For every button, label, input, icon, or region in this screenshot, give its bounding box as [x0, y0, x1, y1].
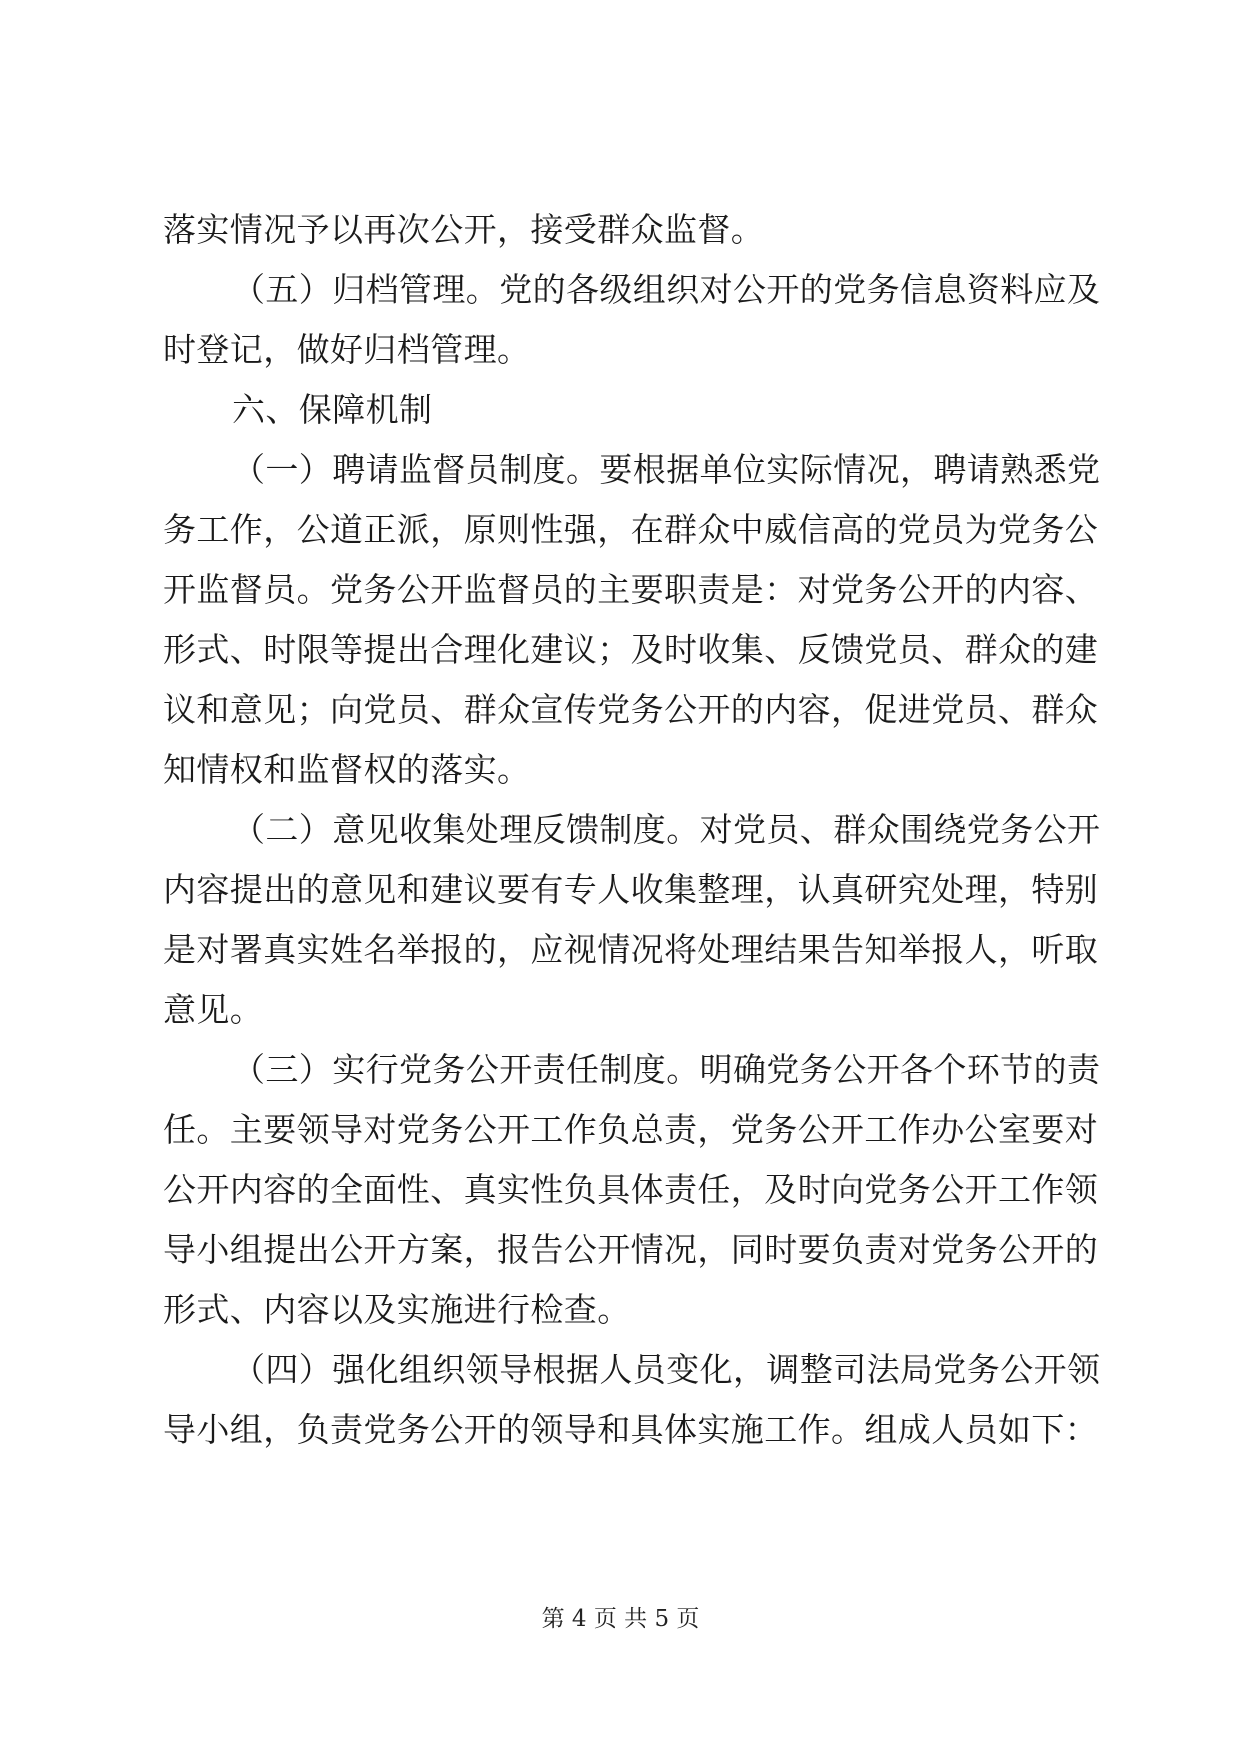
text-line: 导小组提出公开方案，报告公开情况，同时要负责对党务公开的 [163, 1230, 1099, 1269]
text-line: 务工作，公道正派，原则性强，在群众中威信高的党员为党务公 [163, 510, 1099, 549]
text-line: （五）归档管理。党的各级组织对公开的党务信息资料应及 [232, 270, 1101, 309]
text-line: 是对署真实姓名举报的，应视情况将处理结果告知举报人，听取 [163, 930, 1099, 969]
text-line: 落实情况予以再次公开，接受群众监督。 [163, 210, 765, 249]
text-line: 开监督员。党务公开监督员的主要职责是：对党务公开的内容、 [163, 570, 1099, 609]
page-number-footer: 第 4 页 共 5 页 [541, 1606, 700, 1632]
text-line: 内容提出的意见和建议要有专人收集整理，认真研究处理，特别 [163, 870, 1099, 909]
text-line: （一）聘请监督员制度。要根据单位实际情况，聘请熟悉党 [232, 450, 1101, 489]
text-line: 公开内容的全面性、真实性负具体责任，及时向党务公开工作领 [163, 1170, 1099, 1209]
text-line: 知情权和监督权的落实。 [163, 750, 531, 789]
text-line: 意见。 [163, 990, 264, 1029]
text-line: （三）实行党务公开责任制度。明确党务公开各个环节的责 [232, 1050, 1101, 1089]
text-line: 任。主要领导对党务公开工作负总责，党务公开工作办公室要对 [163, 1110, 1099, 1149]
text-line: 形式、时限等提出合理化建议；及时收集、反馈党员、群众的建 [163, 630, 1099, 669]
text-line: 导小组，负责党务公开的领导和具体实施工作。组成人员如下： [163, 1410, 1099, 1449]
text-line: 时登记，做好归档管理。 [163, 330, 531, 369]
section-heading: 六、保障机制 [232, 390, 433, 429]
text-line: 议和意见；向党员、群众宣传党务公开的内容，促进党员、群众 [163, 690, 1099, 729]
text-line: 形式、内容以及实施进行检查。 [163, 1290, 631, 1329]
text-line: （二）意见收集处理反馈制度。对党员、群众围绕党务公开 [232, 810, 1101, 849]
text-line: （四）强化组织领导根据人员变化，调整司法局党务公开领 [232, 1350, 1101, 1389]
